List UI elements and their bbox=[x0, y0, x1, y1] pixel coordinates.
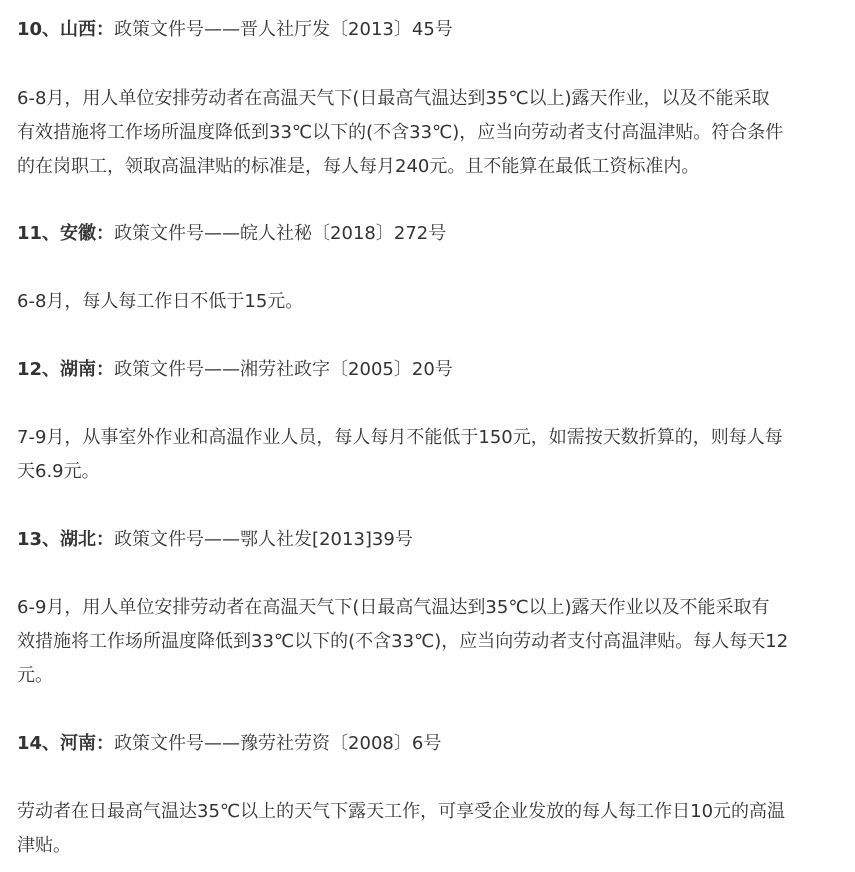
paragraph-line: 劳动者在日最高气温达35℃以上的天气下露天工作，可享受企业发放的每人每工作日10元的高温 bbox=[17, 801, 786, 822]
province-label: 10、山西： bbox=[17, 19, 115, 40]
section-heading-shanxi bbox=[17, 13, 453, 47]
paragraph-line: 的在岗职工，领取高温津贴的标准是，每人每月240元。且不能算在最低工资标准内。 bbox=[17, 156, 700, 177]
policy-number: 政策文件号——皖人社秘〔2018〕272号 bbox=[114, 223, 447, 244]
policy-number: 政策文件号——豫劳社劳资〔2008〕6号 bbox=[114, 733, 442, 754]
section-heading-hunan bbox=[17, 353, 453, 387]
paragraph-line: 效措施将工作场所温度降低到33℃以下的(不含33℃)，应当向劳动者支付高温津贴。每人每天12 bbox=[17, 631, 789, 652]
paragraph-line: 天6.9元。 bbox=[17, 461, 100, 482]
paragraph-line: 6-8月，每人每工作日不低于15元。 bbox=[17, 291, 304, 312]
section-heading-anhui bbox=[17, 217, 446, 251]
section-heading-henan bbox=[17, 727, 441, 761]
province-label: 11、安徽： bbox=[17, 223, 115, 244]
paragraph-line: 6-9月，用人单位安排劳动者在高温天气下(日最高气温达到35℃以上)露天作业以及不能采取有 bbox=[17, 597, 770, 618]
paragraph-line: 6-8月，用人单位安排劳动者在高温天气下(日最高气温达到35℃以上)露天作业，以及不能采取 bbox=[17, 88, 770, 109]
paragraph-line: 7-9月，从事室外作业和高温作业人员，每人每月不能低于150元，如需按天数折算的，则每人每 bbox=[17, 427, 783, 448]
policy-number: 政策文件号——鄂人社发[2013]39号 bbox=[114, 529, 413, 550]
paragraph-line: 津贴。 bbox=[17, 835, 71, 856]
policy-number: 政策文件号——湘劳社政字〔2005〕20号 bbox=[114, 359, 453, 380]
province-label: 12、湖南： bbox=[17, 359, 115, 380]
section-heading-hubei bbox=[17, 523, 413, 557]
paragraph-line: 有效措施将工作场所温度降低到33℃以下的(不含33℃)，应当向劳动者支付高温津贴。符合条件 bbox=[17, 122, 784, 143]
paragraph-line: 元。 bbox=[17, 665, 53, 686]
policy-number: 政策文件号——晋人社厅发〔2013〕45号 bbox=[114, 19, 453, 40]
province-label: 13、湖北： bbox=[17, 529, 115, 550]
province-label: 14、河南： bbox=[17, 733, 115, 754]
